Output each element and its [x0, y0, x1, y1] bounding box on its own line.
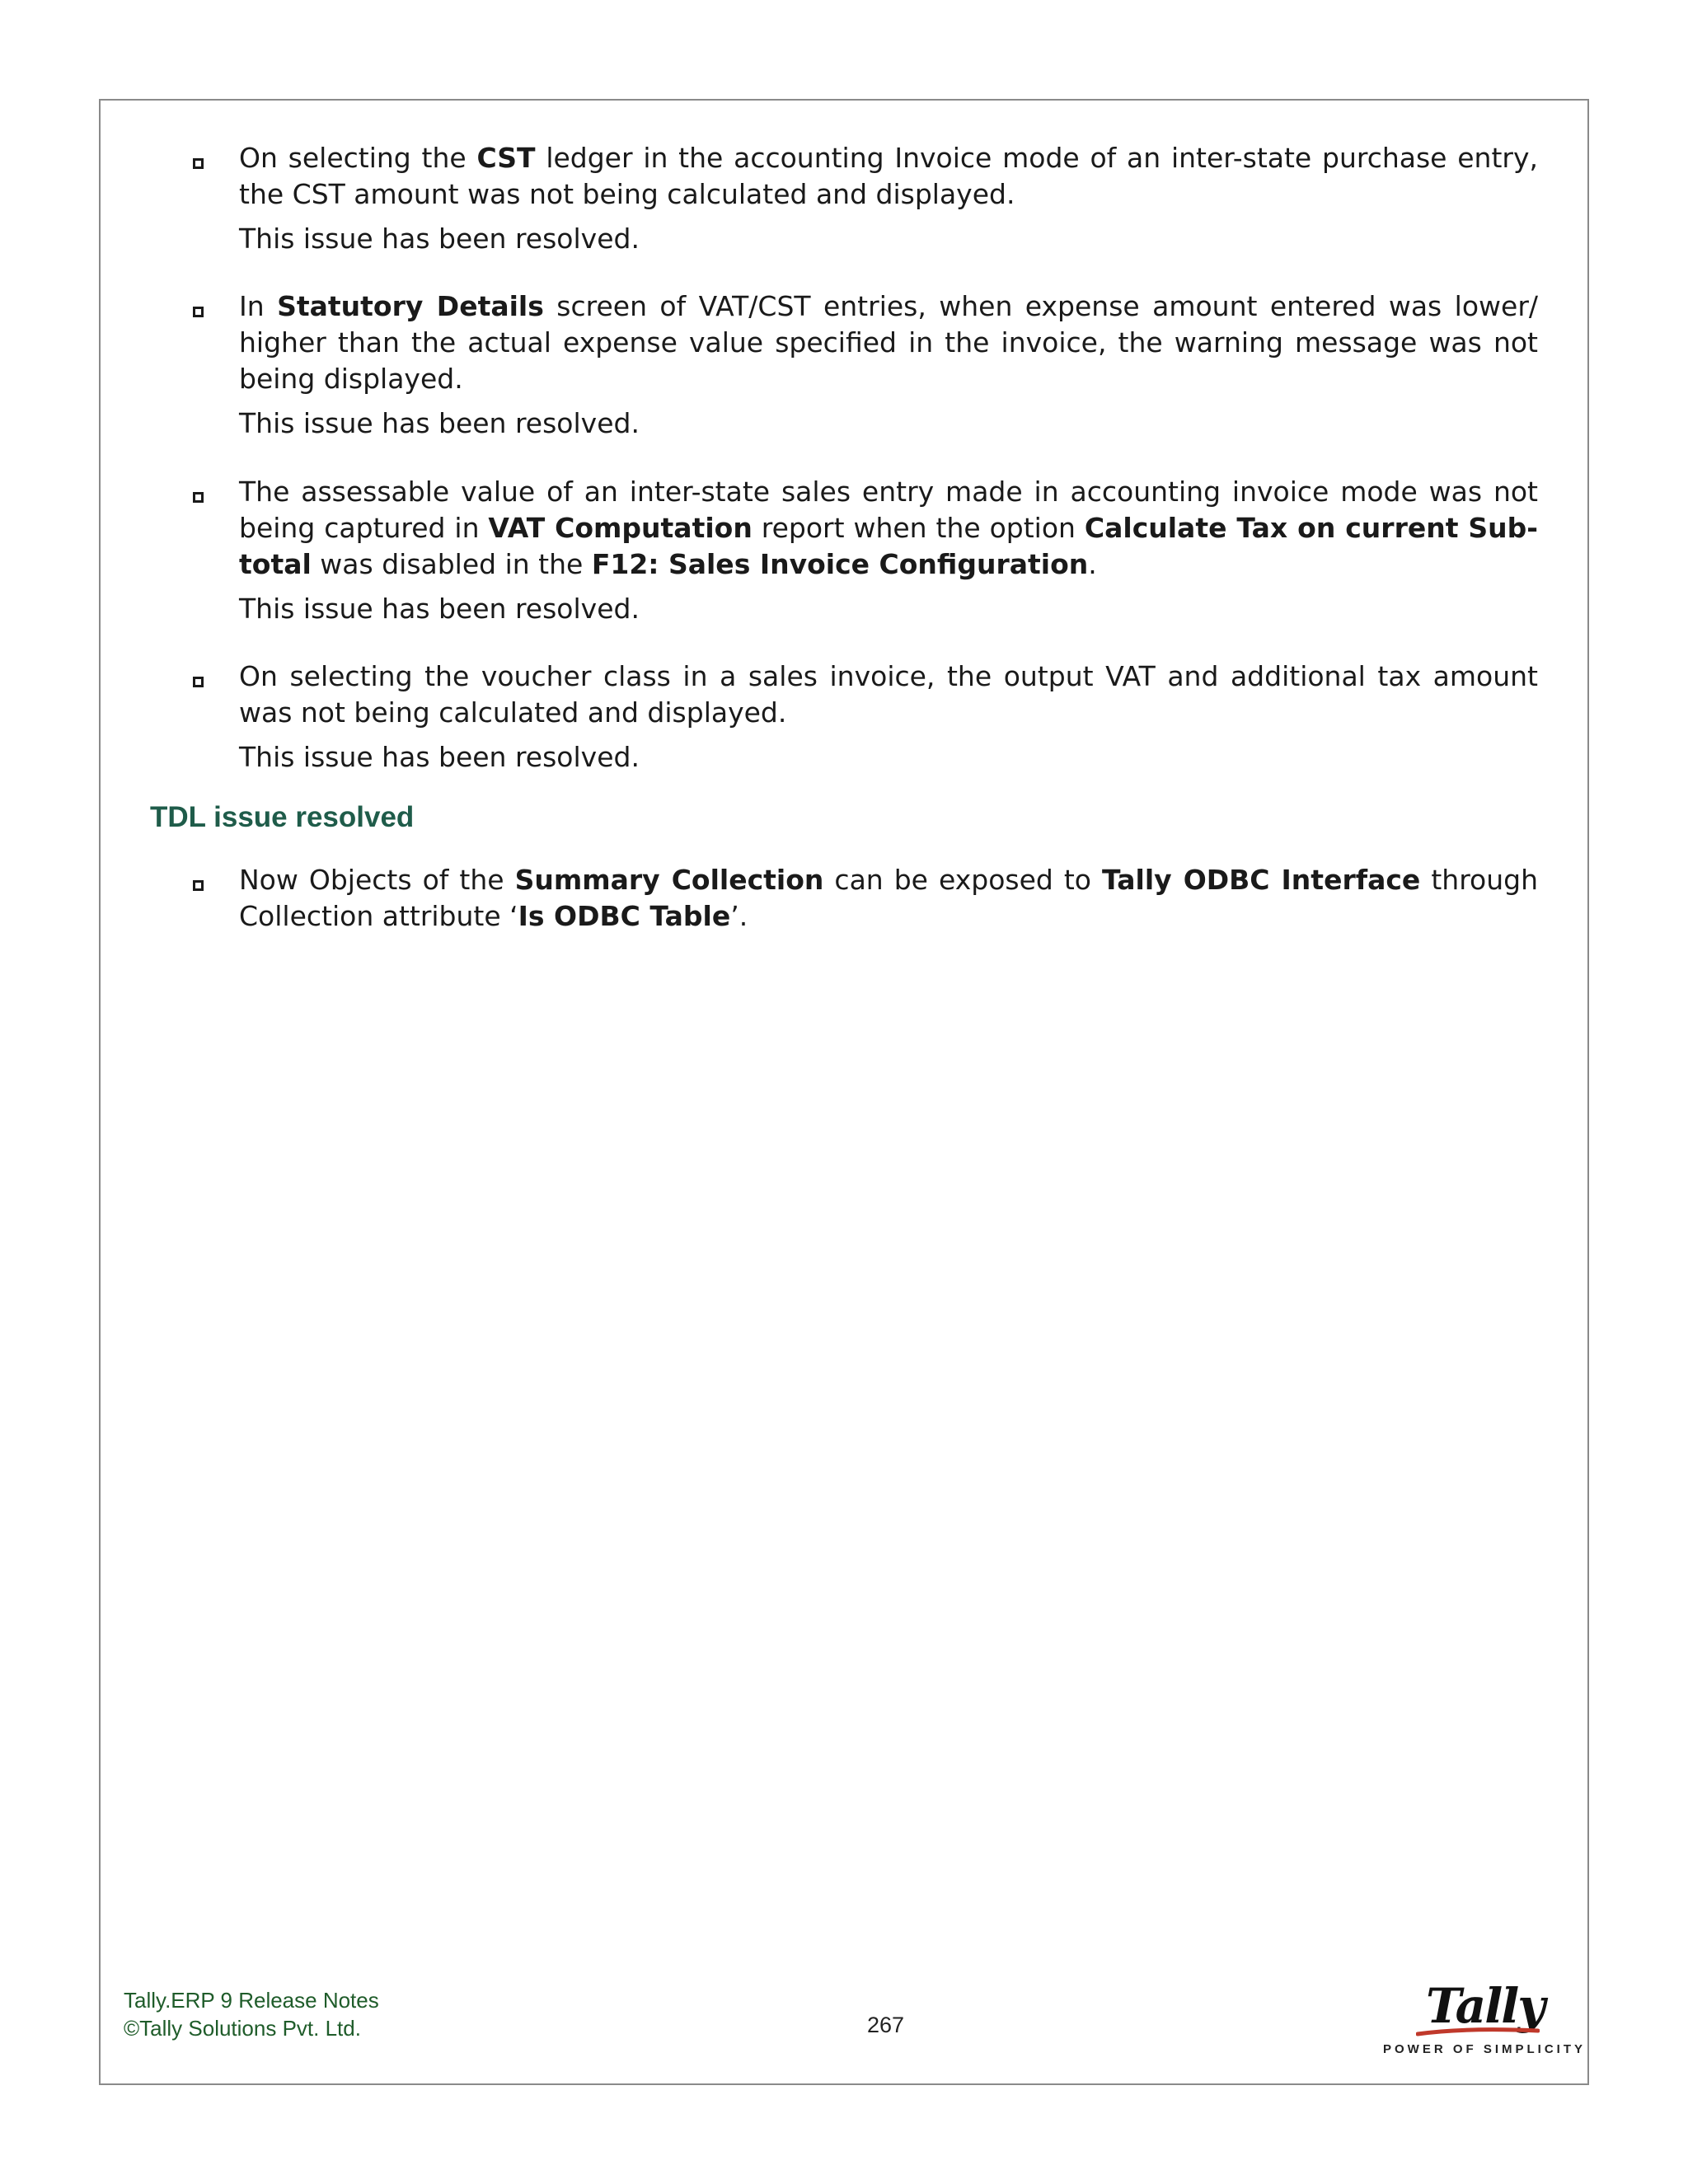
tally-logo	[1380, 1978, 1587, 2069]
logo-tagline: POWER OF SIMPLICITY	[1383, 2042, 1587, 2056]
resolved-note: This issue has been resolved.	[239, 407, 640, 439]
bullet-text	[239, 474, 1538, 583]
bold-term: CST	[476, 142, 536, 174]
bold-term: VAT Computation	[488, 512, 753, 544]
text-run: through Collection attribute ‘	[239, 864, 1538, 932]
footer-release-notes: Tally.ERP 9 Release Notes	[124, 1988, 379, 2013]
bullet-marker-icon	[193, 880, 204, 891]
page-frame	[99, 99, 1589, 2085]
text-run: screen of VAT/CST entries, when expense amount entered was lower/ higher than the actual expense value specified in the invoice, the warning message was not being displayed.	[239, 290, 1538, 395]
bullet-marker-icon	[193, 158, 204, 169]
bullet-text	[239, 140, 1538, 213]
text-run: report when the option	[752, 512, 1085, 544]
list-item-voucher-class	[239, 658, 1538, 776]
text-run: The assessable value of an inter-state sales entry made in accounting invoice mode was not being captured in	[239, 476, 1538, 544]
text-run: ledger in the accounting Invoice mode of an inter-state purchase entry, the CST amount was not being calculated and displayed.	[239, 142, 1538, 210]
bold-term: F12: Sales Invoice Configuration	[591, 548, 1089, 580]
bold-term: Is ODBC Table	[518, 900, 731, 932]
bold-term: Summary Collection	[514, 864, 824, 896]
list-item-statutory-details	[239, 288, 1538, 442]
resolved-note: This issue has been resolved.	[239, 223, 640, 255]
bold-term: Tally ODBC Interface	[1102, 864, 1421, 896]
text-run: In	[239, 290, 278, 322]
text-run: was disabled in the	[311, 548, 592, 580]
bullet-text	[239, 862, 1538, 935]
bold-term: Statutory Details	[277, 290, 544, 322]
text-run: can be exposed to	[823, 864, 1103, 896]
text-run: On selecting the voucher class in a sales invoice, the output VAT and additional tax amount was not being calculated and displayed.	[239, 660, 1538, 729]
list-item-cst	[239, 140, 1538, 257]
text-run: ’.	[730, 900, 748, 932]
bullet-marker-icon	[193, 492, 204, 503]
bullet-marker-icon	[193, 677, 204, 687]
page-number: 267	[867, 2013, 905, 2037]
list-item-summary-collection	[239, 862, 1538, 935]
bullet-text	[239, 288, 1538, 397]
list-item-vat-computation	[239, 474, 1538, 627]
logo-swoosh-icon	[1416, 2026, 1540, 2039]
footer-credits	[124, 1986, 379, 2042]
bold-term: Calculate Tax on current Sub-total	[239, 512, 1538, 580]
bullet-text	[239, 658, 1538, 731]
text-run: Now Objects of the	[239, 864, 515, 896]
section-heading: TDL issue resolved	[150, 801, 415, 833]
bullet-marker-icon	[193, 307, 204, 317]
text-run: .	[1088, 548, 1097, 580]
resolved-note: This issue has been resolved.	[239, 593, 640, 625]
text-run: On selecting the	[239, 142, 477, 174]
resolved-note: This issue has been resolved.	[239, 741, 640, 773]
footer-copyright: ©Tally Solutions Pvt. Ltd.	[124, 2016, 361, 2041]
logo-wordmark: Tally	[1426, 1978, 1544, 2034]
